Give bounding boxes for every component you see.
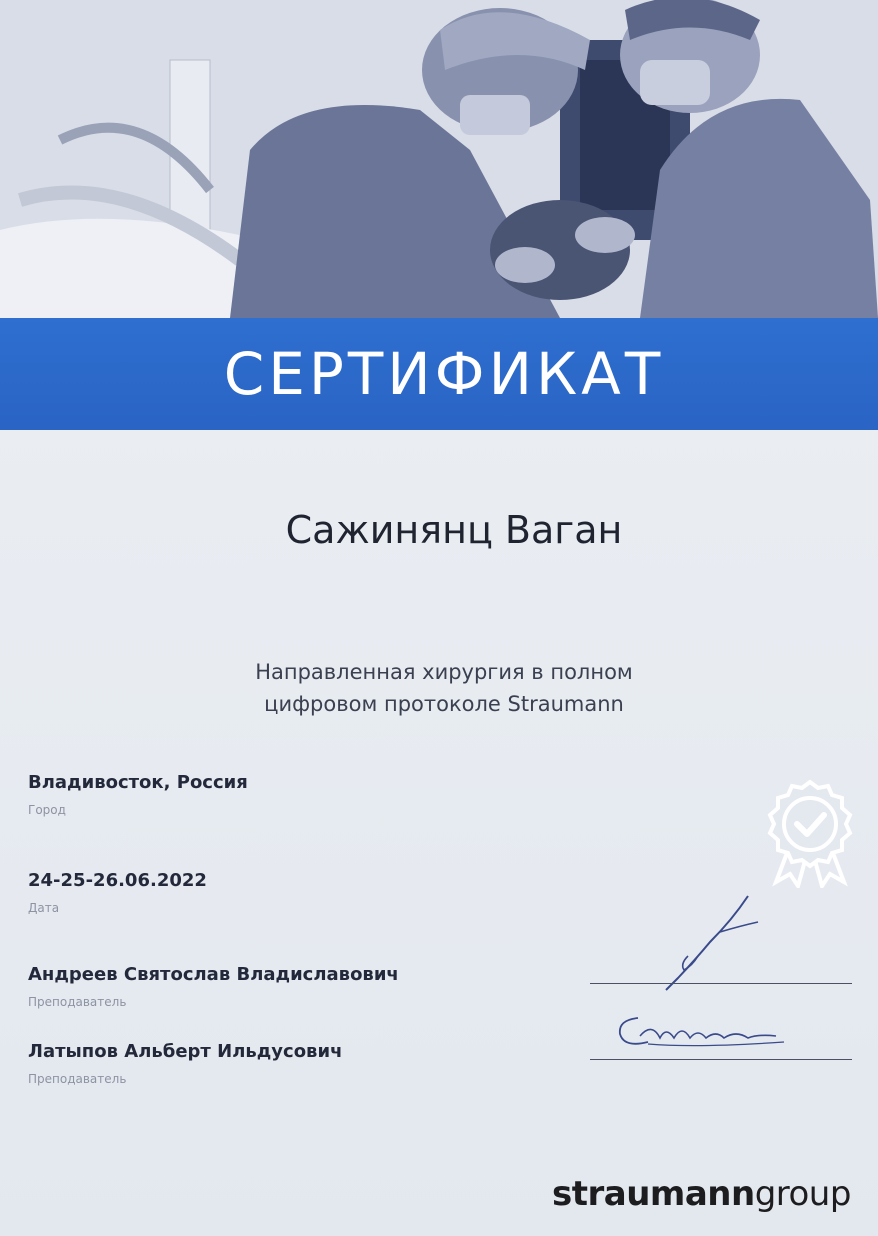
header-photo	[0, 0, 878, 318]
city-field	[28, 772, 248, 817]
course-title	[0, 656, 878, 720]
date-label: Дата	[28, 901, 60, 915]
date-field	[28, 870, 207, 915]
date-value: 24-25-26.06.2022	[28, 870, 207, 891]
surgery-photo-illustration	[0, 0, 878, 318]
city-value: Владивосток, Россия	[28, 772, 248, 793]
instructor-2-field	[28, 1041, 342, 1086]
course-title-line-2: цифровом протоколе Straumann	[264, 692, 624, 716]
certificate-title: СЕРТИФИКАТ	[223, 340, 665, 408]
signature-1	[640, 890, 770, 995]
logo-light-part: group	[754, 1174, 851, 1214]
course-title-line-1: Направленная хирургия в полном	[255, 660, 633, 684]
signature-2	[608, 1008, 788, 1056]
logo-bold-part: straumann	[552, 1174, 755, 1214]
instructor-2-label: Преподаватель	[28, 1072, 127, 1086]
signature-line-1	[590, 983, 852, 984]
straumann-group-logo	[552, 1174, 851, 1214]
city-label: Город	[28, 803, 66, 817]
instructor-1-name: Андреев Святослав Владиславович	[28, 964, 399, 985]
signature-line-2	[590, 1059, 852, 1060]
recipient-name: Сажинянц Ваган	[285, 508, 623, 552]
instructor-1-label: Преподаватель	[28, 995, 127, 1009]
title-banner	[0, 318, 878, 430]
check-rosette-icon	[762, 778, 858, 888]
instructor-2-name: Латыпов Альберт Ильдусович	[28, 1041, 343, 1062]
instructor-1-field	[28, 964, 399, 1009]
